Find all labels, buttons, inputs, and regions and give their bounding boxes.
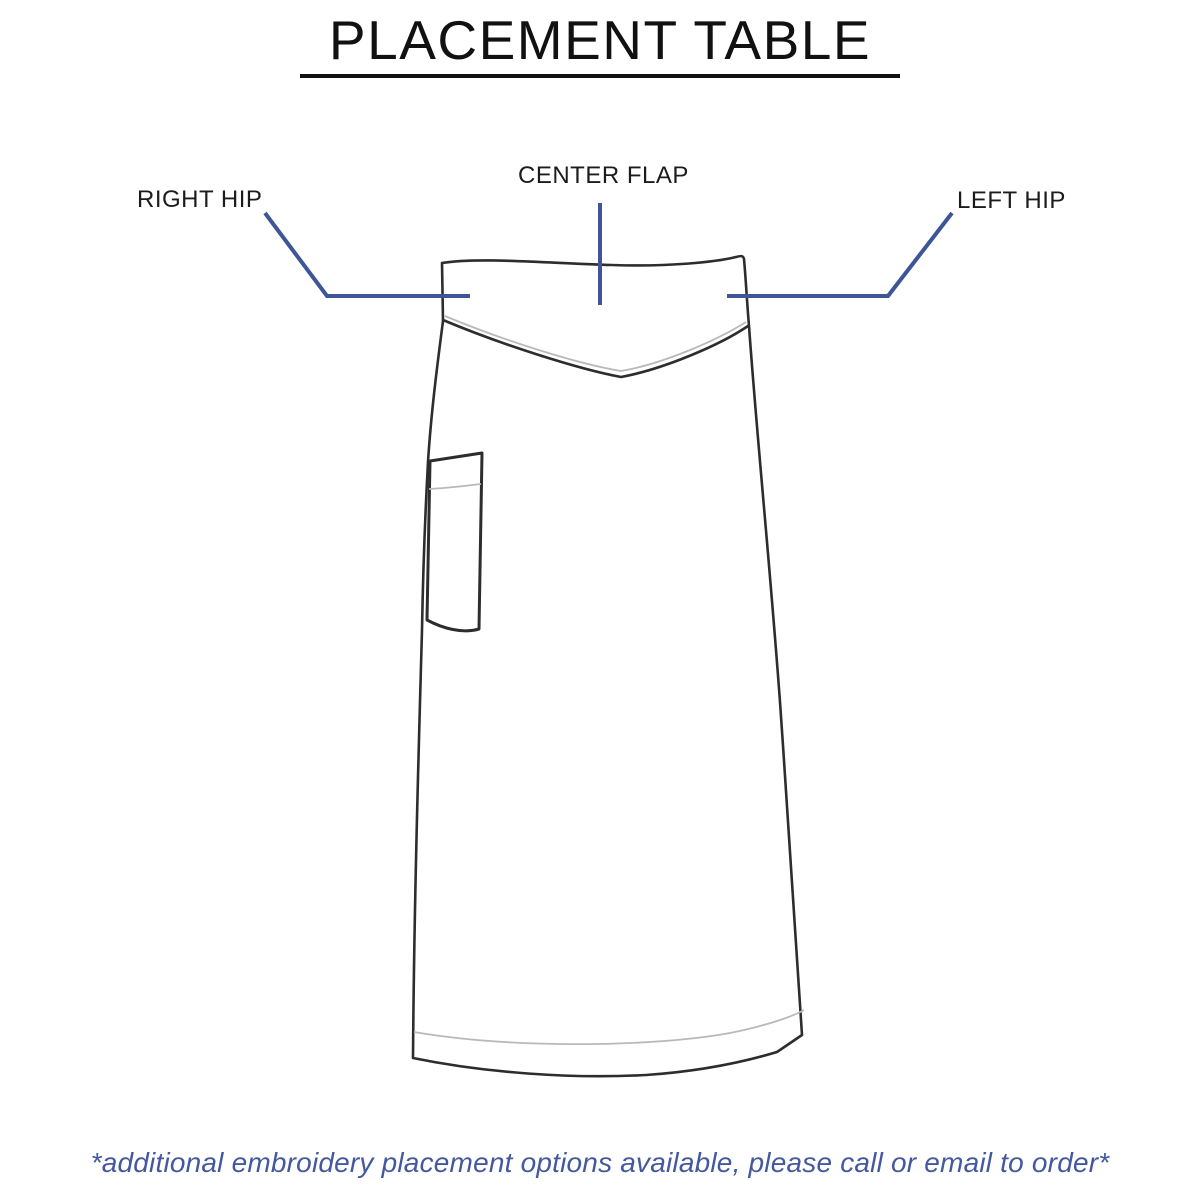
- footnote: *additional embroidery placement options available, please call or email to order*: [90, 1147, 1110, 1178]
- right-hip-leader-line: [265, 213, 470, 296]
- apron-outline: [413, 256, 802, 1076]
- label-left-hip: LEFT HIP: [957, 187, 1066, 214]
- label-center-flap: CENTER FLAP: [518, 162, 689, 189]
- pocket-outline: [427, 453, 482, 631]
- page-title: PLACEMENT TABLE: [328, 9, 872, 71]
- left-hip-leader-line: [727, 213, 952, 296]
- label-right-hip: RIGHT HIP: [137, 186, 263, 213]
